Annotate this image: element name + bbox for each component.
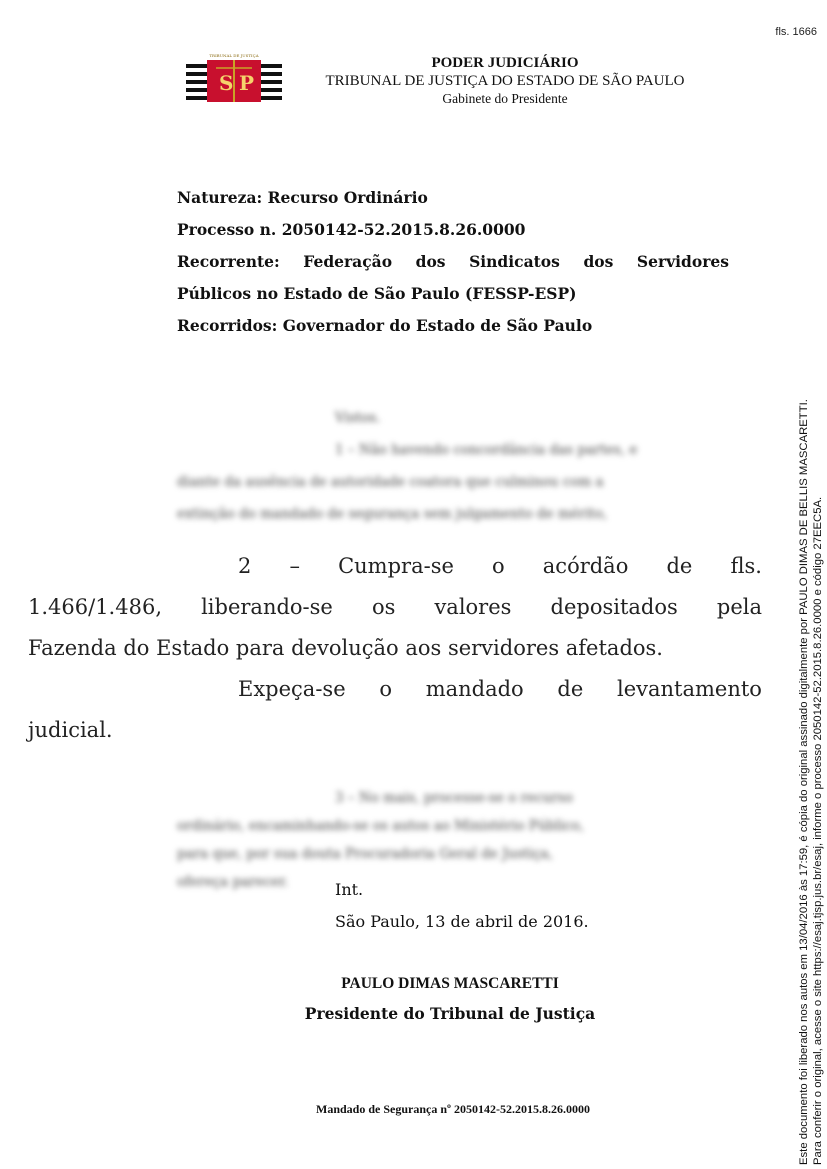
word: acórdão bbox=[542, 554, 629, 578]
side-note-line1: Este documento foi liberado nos autos em 13/04/2016 às 17:59, é cópia do original assinado digitalmente por PAULO DIMAS DE BELLIS MASCARETTI. bbox=[798, 399, 810, 1165]
excerpt-line bbox=[28, 587, 762, 628]
blurred-paragraph-top bbox=[177, 402, 729, 530]
word: – bbox=[289, 554, 300, 578]
header-tribunal: TRIBUNAL DE JUSTIÇA DO ESTADO DE SÃO PAULO bbox=[325, 73, 685, 89]
blurred-line: ofereça parecer. bbox=[177, 874, 289, 890]
excerpt-line: judicial. bbox=[28, 718, 113, 742]
recorrente-line bbox=[177, 246, 729, 278]
svg-text:P: P bbox=[239, 71, 255, 95]
excerpt-line: Fazenda do Estado para devolução aos servidores afetados. bbox=[28, 636, 663, 660]
svg-text:TRIBUNAL DE JUSTIÇA: TRIBUNAL DE JUSTIÇA bbox=[209, 53, 259, 58]
int-line: Int. bbox=[335, 880, 364, 899]
word: Recorrente: bbox=[177, 252, 280, 271]
court-header bbox=[300, 54, 710, 108]
header-gabinete: Gabinete do Presidente bbox=[442, 91, 568, 106]
word: Expeça-se bbox=[238, 677, 346, 701]
word: mandado bbox=[425, 677, 524, 701]
word: o bbox=[379, 677, 392, 701]
side-note-line2: Para conferir o original, acesse o site https://esaj.tjsp.jus.br/esaj, informe o processo 2050142-52.2015.8.26.0000 e código 27EEC5A. bbox=[812, 496, 824, 1165]
word: dos bbox=[415, 252, 446, 271]
blurred-line: ordinário, encaminhando-se os autos ao Ministério Público, bbox=[177, 818, 584, 834]
word: de bbox=[557, 677, 584, 701]
blurred-line: 3 – No mais, processe-se o recurso bbox=[335, 790, 573, 806]
word: Cumpra-se bbox=[338, 554, 454, 578]
word: 2 bbox=[238, 554, 252, 578]
digital-signature-note bbox=[797, 315, 825, 1165]
word: depositados bbox=[550, 595, 678, 619]
blurred-line: extinção do mandado de segurança sem julgamento de mérito, bbox=[177, 506, 608, 522]
word: Sindicatos bbox=[469, 252, 560, 271]
signer-name: PAULO DIMAS MASCARETTI bbox=[341, 975, 559, 992]
case-metadata bbox=[177, 182, 729, 342]
blurred-line: para que, por sua douta Procuradoria Geral de Justiça, bbox=[177, 846, 553, 862]
highlighted-excerpt bbox=[28, 546, 762, 751]
excerpt-line bbox=[28, 546, 762, 587]
word: fls. bbox=[730, 554, 762, 578]
blurred-line: 1 – Não havendo concordância das partes, e bbox=[335, 442, 638, 458]
word: pela bbox=[716, 595, 762, 619]
signer-role: Presidente do Tribunal de Justiça bbox=[304, 1004, 596, 1023]
word: dos bbox=[583, 252, 614, 271]
closing-block bbox=[335, 874, 589, 938]
natureza-line: Natureza: Recurso Ordinário bbox=[177, 188, 428, 207]
svg-text:S: S bbox=[219, 71, 234, 95]
recorridos-line: Recorridos: Governador do Estado de São Paulo bbox=[177, 316, 593, 335]
excerpt-line bbox=[28, 669, 762, 710]
word: levantamento bbox=[616, 677, 762, 701]
page-reference: fls. 1666 bbox=[775, 26, 817, 38]
word: o bbox=[492, 554, 505, 578]
signature-block bbox=[240, 970, 660, 1030]
court-logo bbox=[186, 52, 282, 110]
header-poder-judiciario: PODER JUDICIÁRIO bbox=[431, 55, 579, 71]
word: Servidores bbox=[636, 252, 729, 271]
blurred-line: diante da ausência de autoridade coatora que culminou com a bbox=[177, 474, 604, 490]
recorrente-continuation: Públicos no Estado de São Paulo (FESSP-ESP) bbox=[177, 284, 577, 303]
page-footer: Mandado de Segurança nº 2050142-52.2015.8.26.0000 bbox=[316, 1102, 590, 1116]
processo-line: Processo n. 2050142-52.2015.8.26.0000 bbox=[177, 220, 526, 239]
word: valores bbox=[434, 595, 512, 619]
word: os bbox=[371, 595, 396, 619]
word: 1.466/1.486, bbox=[28, 595, 162, 619]
date-line: São Paulo, 13 de abril de 2016. bbox=[335, 912, 589, 931]
blurred-line: Vistos. bbox=[335, 410, 381, 426]
word: Federação bbox=[303, 252, 393, 271]
word: liberando-se bbox=[201, 595, 333, 619]
word: de bbox=[666, 554, 693, 578]
